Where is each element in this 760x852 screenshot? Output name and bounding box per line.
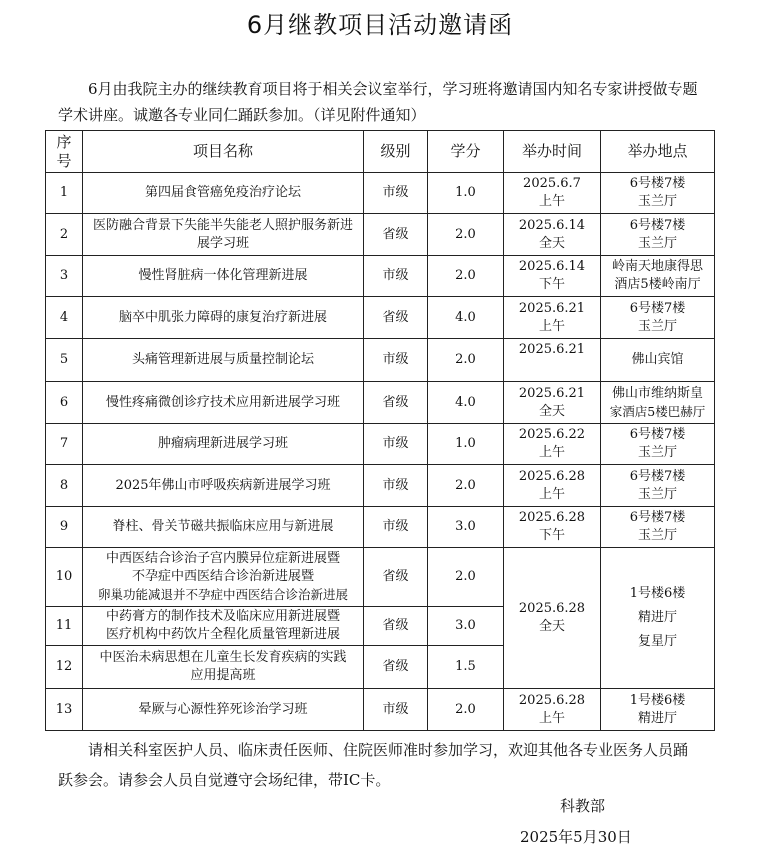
cell-level: 省级 — [364, 548, 428, 607]
table-row — [46, 256, 715, 297]
cell-place — [601, 256, 715, 297]
name-line: 卵巢功能减退并不孕症中西医结合诊治新进展 — [97, 587, 348, 602]
time-date: 2025.6.22 — [518, 427, 586, 442]
table-row — [46, 173, 715, 214]
time-part: 上午 — [538, 194, 565, 209]
name-line: 医防融合背景下失能半失能老人照护服务新进 — [92, 217, 353, 233]
cell-time — [504, 465, 601, 507]
place-line: 玉兰厅 — [637, 235, 677, 251]
place-line: 玉兰厅 — [637, 528, 677, 543]
time-date: 2025.6.28 — [518, 510, 586, 525]
header-place: 举办地点 — [601, 131, 715, 173]
cell-name — [83, 646, 364, 689]
cell-name: 2025年佛山市呼吸疾病新进展学习班 — [83, 465, 364, 507]
cell-no: 13 — [46, 689, 83, 731]
table-row — [46, 689, 715, 731]
time-date: 2025.6.21 — [518, 385, 586, 401]
cell-time — [504, 424, 601, 465]
time-date: 2025.6.21 — [518, 342, 586, 357]
cell-credit: 1.5 — [428, 646, 504, 689]
place-line: 6号楼7楼 — [629, 427, 686, 442]
header-time: 举办时间 — [504, 131, 601, 173]
header-name: 项目名称 — [83, 131, 364, 173]
signature-department: 科教部 — [560, 797, 606, 815]
cell-name: 头痛管理新进展与质量控制论坛 — [83, 339, 364, 382]
time-part: 全天 — [538, 235, 565, 251]
table-row — [46, 339, 715, 382]
place-line: 玉兰厅 — [637, 318, 677, 334]
cell-place — [601, 465, 715, 507]
table-row — [46, 548, 715, 607]
place-line: 6号楼7楼 — [629, 468, 686, 484]
cell-no: 10 — [46, 548, 83, 607]
cell-name — [83, 548, 364, 607]
cell-time — [504, 507, 601, 548]
cell-level: 省级 — [364, 297, 428, 339]
place-line: 复星厅 — [637, 634, 677, 649]
table-row — [46, 424, 715, 465]
time-date: 2025.6.28 — [518, 468, 586, 484]
cell-time — [504, 339, 601, 382]
table-row — [46, 214, 715, 256]
place-line: 玉兰厅 — [637, 445, 677, 460]
place-line: 精进厅 — [637, 610, 677, 625]
cell-name — [83, 214, 364, 256]
cell-level: 省级 — [364, 382, 428, 424]
cell-level: 市级 — [364, 507, 428, 548]
place-line: 酒店5楼岭南厅 — [614, 277, 701, 292]
place-line: 6号楼7楼 — [629, 176, 686, 191]
time-part: 上午 — [538, 318, 565, 334]
place-line: 6号楼7楼 — [629, 300, 686, 316]
cell-name: 慢性疼痛微创诊疗技术应用新进展学习班 — [83, 382, 364, 424]
place-line: 1号楼6楼 — [629, 586, 686, 601]
table-row — [46, 465, 715, 507]
cell-place — [601, 339, 715, 382]
project-table — [45, 130, 715, 731]
cell-credit: 2.0 — [428, 548, 504, 607]
intro-paragraph: 6月由我院主办的继续教育项目将于相关会议室举行，学习班将邀请国内知名专家讲授做专题学术讲座。诚邀各专业同仁踊跃参加。（详见附件通知） — [58, 80, 698, 124]
cell-credit: 1.0 — [428, 424, 504, 465]
cell-no: 7 — [46, 424, 83, 465]
table-row — [46, 507, 715, 548]
place-line: 家酒店5楼巴赫厅 — [609, 403, 706, 419]
place-line: 玉兰厅 — [637, 194, 677, 209]
closing-paragraph: 请相关科室医护人员、临床责任医师、住院医师准时参加学习，欢迎其他各专业医务人员踊跃参会。请参会人员自觉遵守会场纪律，带IC卡。 — [58, 741, 689, 789]
signature-date: 2025年5月30日 — [520, 828, 632, 846]
cell-name: 慢性肾脏病一体化管理新进展 — [83, 256, 364, 297]
name-line: 中西医结合诊治子宫内膜异位症新进展暨 — [105, 551, 340, 566]
time-date: 2025.6.28 — [518, 601, 586, 616]
time-date: 2025.6.14 — [518, 217, 586, 233]
cell-no: 6 — [46, 382, 83, 424]
cell-no: 1 — [46, 173, 83, 214]
place-line: 佛山市维纳斯皇 — [611, 385, 703, 401]
time-date: 2025.6.14 — [518, 259, 586, 274]
cell-no: 11 — [46, 607, 83, 646]
place-line: 精进厅 — [637, 710, 677, 726]
cell-level: 省级 — [364, 214, 428, 256]
time-part: 下午 — [538, 277, 565, 292]
cell-place — [601, 689, 715, 731]
place-line: 6号楼7楼 — [629, 217, 686, 233]
cell-no: 5 — [46, 339, 83, 382]
cell-name: 晕厥与心源性猝死诊治学习班 — [83, 689, 364, 731]
cell-name: 脑卒中肌张力障碍的康复治疗新进展 — [83, 297, 364, 339]
place-line: 玉兰厅 — [637, 486, 677, 502]
name-line: 医疗机构中药饮片全程化质量管理新进展 — [105, 627, 340, 642]
cell-time — [504, 173, 601, 214]
cell-credit: 2.0 — [428, 214, 504, 256]
cell-time — [504, 297, 601, 339]
name-line: 应用提高班 — [190, 668, 256, 683]
time-part: 全天 — [538, 619, 565, 634]
cell-name: 脊柱、骨关节磁共振临床应用与新进展 — [83, 507, 364, 548]
cell-credit: 4.0 — [428, 382, 504, 424]
page-title: 6月继教项目活动邀请函 — [246, 11, 514, 39]
time-part: 下午 — [538, 528, 565, 543]
place-line: 1号楼6楼 — [629, 692, 686, 708]
name-line: 中医治未病思想在儿童生长发育疾病的实践 — [99, 650, 347, 665]
time-date: 2025.6.7 — [523, 176, 581, 191]
place-line: 佛山宾馆 — [631, 352, 684, 367]
cell-name: 肿瘤病理新进展学习班 — [83, 424, 364, 465]
place-line: 6号楼7楼 — [629, 510, 686, 525]
header-credit: 学分 — [428, 131, 504, 173]
cell-credit: 3.0 — [428, 607, 504, 646]
header-no: 序号 — [46, 131, 83, 173]
cell-no: 4 — [46, 297, 83, 339]
cell-credit: 2.0 — [428, 339, 504, 382]
time-part: 上午 — [538, 710, 565, 726]
cell-place — [601, 173, 715, 214]
table-header-row — [46, 131, 715, 173]
cell-no: 8 — [46, 465, 83, 507]
cell-no: 2 — [46, 214, 83, 256]
cell-place — [601, 424, 715, 465]
cell-place — [601, 214, 715, 256]
cell-place — [601, 507, 715, 548]
cell-level: 市级 — [364, 256, 428, 297]
cell-place — [601, 382, 715, 424]
cell-no: 9 — [46, 507, 83, 548]
cell-level: 市级 — [364, 424, 428, 465]
time-part: 上午 — [538, 445, 565, 460]
time-date: 2025.6.28 — [518, 692, 586, 708]
cell-time — [504, 382, 601, 424]
cell-time — [504, 256, 601, 297]
cell-name — [83, 607, 364, 646]
header-level: 级别 — [364, 131, 428, 173]
time-part: 上午 — [538, 486, 565, 502]
cell-credit: 2.0 — [428, 465, 504, 507]
name-line: 不孕症中西医结合诊治新进展暨 — [131, 569, 314, 584]
cell-level: 省级 — [364, 646, 428, 689]
time-part: 全天 — [538, 403, 565, 419]
cell-level: 市级 — [364, 339, 428, 382]
cell-place — [601, 297, 715, 339]
time-date: 2025.6.21 — [518, 300, 586, 316]
table-row — [46, 297, 715, 339]
cell-time — [504, 689, 601, 731]
cell-credit: 1.0 — [428, 173, 504, 214]
cell-credit: 2.0 — [428, 689, 504, 731]
cell-no: 12 — [46, 646, 83, 689]
cell-credit: 3.0 — [428, 507, 504, 548]
cell-level: 省级 — [364, 607, 428, 646]
place-line: 岭南天地康得思 — [611, 259, 703, 274]
name-line: 展学习班 — [196, 235, 249, 251]
cell-name: 第四届食管癌免疫治疗论坛 — [83, 173, 364, 214]
cell-place-merged — [601, 548, 715, 689]
table-row — [46, 382, 715, 424]
cell-no: 3 — [46, 256, 83, 297]
cell-credit: 4.0 — [428, 297, 504, 339]
name-line: 中药膏方的制作技术及临床应用新进展暨 — [105, 609, 340, 624]
cell-time — [504, 214, 601, 256]
cell-time-merged — [504, 548, 601, 689]
cell-credit: 2.0 — [428, 256, 504, 297]
cell-level: 市级 — [364, 465, 428, 507]
cell-level: 市级 — [364, 689, 428, 731]
cell-level: 市级 — [364, 173, 428, 214]
